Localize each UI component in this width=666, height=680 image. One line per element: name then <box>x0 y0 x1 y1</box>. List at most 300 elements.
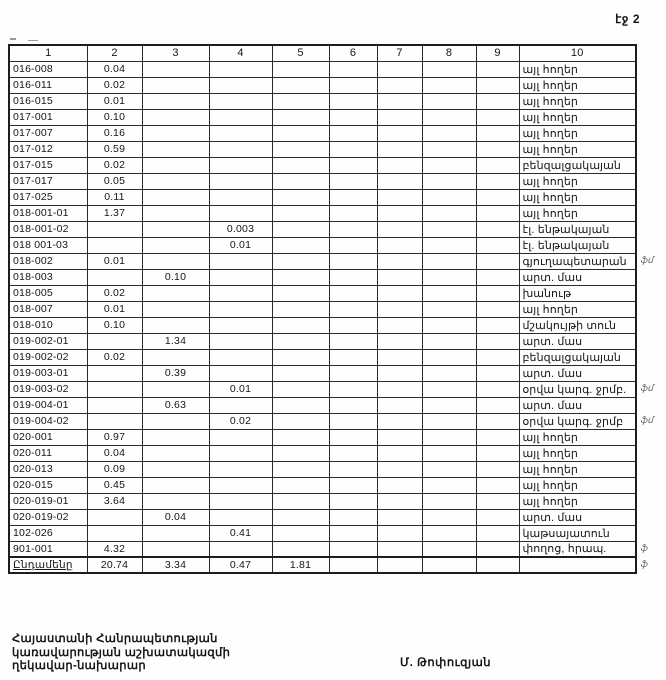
area-cell-col3 <box>142 541 209 557</box>
area-cell-col6 <box>329 365 377 381</box>
column-header: 8 <box>422 45 476 61</box>
area-cell-col7 <box>377 509 422 525</box>
area-cell-col8 <box>422 493 476 509</box>
table-row <box>9 173 636 189</box>
handwritten-margin-mark: ֆմ <box>640 415 653 425</box>
area-cell-col8 <box>422 221 476 237</box>
area-cell-col9 <box>476 61 519 77</box>
area-cell-col7 <box>377 61 422 77</box>
area-cell-col3 <box>142 157 209 173</box>
area-cell-col9 <box>476 397 519 413</box>
area-cell-col7 <box>377 173 422 189</box>
land-use-cell: արտ. մաս <box>519 365 636 381</box>
area-cell-col4 <box>209 317 272 333</box>
area-cell-col8 <box>422 269 476 285</box>
area-cell-col2: 0.02 <box>87 285 142 301</box>
parcel-code-cell: 102-026 <box>9 525 87 541</box>
column-header: 1 <box>9 45 87 61</box>
area-cell-col3 <box>142 253 209 269</box>
column-header: 10 <box>519 45 636 61</box>
area-cell-col5 <box>272 125 329 141</box>
area-cell-col8 <box>422 237 476 253</box>
area-cell-col3 <box>142 301 209 317</box>
area-cell-col6 <box>329 253 377 269</box>
area-cell-col3 <box>142 237 209 253</box>
area-cell-col8 <box>422 253 476 269</box>
area-cell-col2: 1.37 <box>87 205 142 221</box>
area-cell-col8 <box>422 285 476 301</box>
parcel-code-cell: 017-012 <box>9 141 87 157</box>
area-cell-col2: 0.01 <box>87 301 142 317</box>
parcel-code-cell: 018-010 <box>9 317 87 333</box>
parcel-code-cell: 016-008 <box>9 61 87 77</box>
area-cell-col5 <box>272 429 329 445</box>
area-cell-col5 <box>272 317 329 333</box>
land-use-cell: այլ հողեր <box>519 141 636 157</box>
area-cell-col8 <box>422 125 476 141</box>
table-row <box>9 333 636 349</box>
area-cell-col2: 0.16 <box>87 125 142 141</box>
area-cell-col4 <box>209 429 272 445</box>
parcel-code-cell: 016-011 <box>9 77 87 93</box>
area-cell-col9 <box>476 301 519 317</box>
area-cell-col8 <box>422 109 476 125</box>
area-cell-col6 <box>329 493 377 509</box>
area-cell-col5 <box>272 509 329 525</box>
table-row <box>9 493 636 509</box>
table-row <box>9 125 636 141</box>
area-cell-col5 <box>272 333 329 349</box>
area-cell-col9 <box>476 285 519 301</box>
area-cell-col6 <box>329 317 377 333</box>
area-cell-col4: 0.01 <box>209 381 272 397</box>
parcel-code-cell: 017-007 <box>9 125 87 141</box>
area-cell-col4 <box>209 93 272 109</box>
area-cell-col2 <box>87 525 142 541</box>
area-cell-col8 <box>422 301 476 317</box>
area-cell-col6 <box>329 125 377 141</box>
area-cell-col4 <box>209 541 272 557</box>
parcel-code-cell: 020-019-01 <box>9 493 87 509</box>
table-row <box>9 381 636 397</box>
area-cell-col7 <box>377 237 422 253</box>
area-cell-col7 <box>377 445 422 461</box>
area-cell-col5 <box>272 205 329 221</box>
area-cell-col3 <box>142 413 209 429</box>
area-cell-col7 <box>377 397 422 413</box>
table-row <box>9 445 636 461</box>
area-cell-col3: 0.04 <box>142 509 209 525</box>
handwritten-margin-mark: ֆմ <box>640 255 653 265</box>
area-cell-col9 <box>476 365 519 381</box>
area-cell-col5 <box>272 157 329 173</box>
area-cell-col2 <box>87 381 142 397</box>
table-row <box>9 237 636 253</box>
table-row <box>9 509 636 525</box>
area-cell-col6 <box>329 237 377 253</box>
area-cell-col8 <box>422 525 476 541</box>
area-cell-col4 <box>209 493 272 509</box>
table-row <box>9 157 636 173</box>
area-cell-col8 <box>422 205 476 221</box>
area-cell-col4: 0.47 <box>209 557 272 573</box>
table-body <box>9 61 636 573</box>
area-cell-col4 <box>209 205 272 221</box>
area-cell-col7 <box>377 157 422 173</box>
area-cell-col9 <box>476 477 519 493</box>
area-cell-col3 <box>142 93 209 109</box>
area-cell-col3 <box>142 125 209 141</box>
area-cell-col2: 4.32 <box>87 541 142 557</box>
area-cell-col9 <box>476 157 519 173</box>
land-use-cell: գյուղապետարան <box>519 253 636 269</box>
area-cell-col7 <box>377 189 422 205</box>
area-cell-col9 <box>476 493 519 509</box>
area-cell-col3 <box>142 221 209 237</box>
area-cell-col8 <box>422 445 476 461</box>
land-use-cell: էլ. ենթակայան <box>519 221 636 237</box>
table-row <box>9 285 636 301</box>
area-cell-col5 <box>272 301 329 317</box>
land-use-cell: փողոց, հրապ. <box>519 541 636 557</box>
area-cell-col4 <box>209 253 272 269</box>
parcel-code-cell: 018-001-02 <box>9 221 87 237</box>
parcel-code-cell: 016-015 <box>9 93 87 109</box>
scan-noise <box>10 38 16 40</box>
area-cell-col5 <box>272 445 329 461</box>
area-cell-col8 <box>422 173 476 189</box>
area-cell-col3 <box>142 285 209 301</box>
area-cell-col3: 0.39 <box>142 365 209 381</box>
parcel-code-cell: 020-011 <box>9 445 87 461</box>
area-cell-col8 <box>422 93 476 109</box>
area-cell-col4 <box>209 365 272 381</box>
area-cell-col8 <box>422 461 476 477</box>
land-use-cell: մշակույթի տուն <box>519 317 636 333</box>
area-cell-col4 <box>209 141 272 157</box>
land-use-cell: արտ. մաս <box>519 397 636 413</box>
area-cell-col2: 0.59 <box>87 141 142 157</box>
area-cell-col5 <box>272 397 329 413</box>
area-cell-col2: 0.02 <box>87 77 142 93</box>
area-cell-col3: 3.34 <box>142 557 209 573</box>
land-use-cell: բենզալցակայան <box>519 157 636 173</box>
parcel-code-cell: 019-003-02 <box>9 381 87 397</box>
land-use-cell: այլ հողեր <box>519 189 636 205</box>
area-cell-col6 <box>329 333 377 349</box>
area-cell-col9 <box>476 381 519 397</box>
table-row <box>9 93 636 109</box>
area-cell-col9 <box>476 509 519 525</box>
area-cell-col2: 0.11 <box>87 189 142 205</box>
land-use-cell: արտ. մաս <box>519 269 636 285</box>
land-use-cell: այլ հողեր <box>519 461 636 477</box>
area-cell-col6 <box>329 93 377 109</box>
area-cell-col7 <box>377 221 422 237</box>
column-header: 4 <box>209 45 272 61</box>
area-cell-col7 <box>377 541 422 557</box>
area-cell-col5 <box>272 221 329 237</box>
area-cell-col6 <box>329 189 377 205</box>
land-use-cell: արտ. մաս <box>519 509 636 525</box>
area-cell-col5: 1.81 <box>272 557 329 573</box>
area-cell-col6 <box>329 221 377 237</box>
area-cell-col7 <box>377 333 422 349</box>
column-header: 9 <box>476 45 519 61</box>
area-cell-col7 <box>377 77 422 93</box>
area-cell-col9 <box>476 445 519 461</box>
table-row <box>9 109 636 125</box>
area-cell-col5 <box>272 349 329 365</box>
land-use-cell: արտ. մաս <box>519 333 636 349</box>
area-cell-col9 <box>476 141 519 157</box>
area-cell-col3 <box>142 205 209 221</box>
parcel-code-cell: 019-002-01 <box>9 333 87 349</box>
land-use-cell: էլ. ենթակայան <box>519 237 636 253</box>
land-use-cell: օրվա կարգ. ջրմբ <box>519 413 636 429</box>
area-cell-col4 <box>209 61 272 77</box>
page-number-label: էջ 2 <box>615 12 640 26</box>
area-cell-col9 <box>476 237 519 253</box>
area-cell-col7 <box>377 477 422 493</box>
parcel-code-cell: 019-004-01 <box>9 397 87 413</box>
land-use-cell: այլ հողեր <box>519 301 636 317</box>
area-cell-col7 <box>377 365 422 381</box>
area-cell-col4 <box>209 269 272 285</box>
table-row <box>9 269 636 285</box>
area-cell-col2: 0.10 <box>87 109 142 125</box>
parcel-code-cell: 019-002-02 <box>9 349 87 365</box>
area-cell-col6 <box>329 173 377 189</box>
area-cell-col3 <box>142 461 209 477</box>
area-cell-col2: 0.02 <box>87 157 142 173</box>
parcel-code-cell: 020-019-02 <box>9 509 87 525</box>
area-cell-col5 <box>272 237 329 253</box>
area-cell-col5 <box>272 285 329 301</box>
column-header: 5 <box>272 45 329 61</box>
area-cell-col6 <box>329 461 377 477</box>
area-cell-col9 <box>476 205 519 221</box>
area-cell-col7 <box>377 461 422 477</box>
area-cell-col8 <box>422 381 476 397</box>
area-cell-col3: 0.10 <box>142 269 209 285</box>
area-cell-col4 <box>209 125 272 141</box>
area-cell-col3 <box>142 525 209 541</box>
area-cell-col2 <box>87 413 142 429</box>
area-cell-col4: 0.003 <box>209 221 272 237</box>
area-cell-col6 <box>329 285 377 301</box>
area-cell-col4: 0.02 <box>209 413 272 429</box>
area-cell-col2: 0.45 <box>87 477 142 493</box>
area-cell-col4 <box>209 157 272 173</box>
land-use-cell: խանութ <box>519 285 636 301</box>
area-cell-col7 <box>377 93 422 109</box>
area-cell-col8 <box>422 365 476 381</box>
area-cell-col6 <box>329 109 377 125</box>
area-cell-col9 <box>476 557 519 573</box>
area-cell-col5 <box>272 269 329 285</box>
handwritten-margin-mark: ֆմ <box>640 383 653 393</box>
area-cell-col7 <box>377 141 422 157</box>
table-row <box>9 413 636 429</box>
area-cell-col6 <box>329 445 377 461</box>
area-cell-col7 <box>377 381 422 397</box>
area-cell-col9 <box>476 93 519 109</box>
area-cell-col4 <box>209 461 272 477</box>
area-cell-col3 <box>142 429 209 445</box>
area-cell-col4 <box>209 109 272 125</box>
area-cell-col8 <box>422 397 476 413</box>
parcel-code-cell: 018-001-01 <box>9 205 87 221</box>
area-cell-col6 <box>329 477 377 493</box>
area-cell-col5 <box>272 253 329 269</box>
area-cell-col7 <box>377 269 422 285</box>
area-cell-col2: 20.74 <box>87 557 142 573</box>
table-row <box>9 253 636 269</box>
area-cell-col2: 3.64 <box>87 493 142 509</box>
area-cell-col8 <box>422 61 476 77</box>
area-cell-col3 <box>142 61 209 77</box>
area-cell-col6 <box>329 509 377 525</box>
area-cell-col5 <box>272 109 329 125</box>
area-cell-col8 <box>422 349 476 365</box>
area-cell-col6 <box>329 141 377 157</box>
area-cell-col5 <box>272 381 329 397</box>
area-cell-col7 <box>377 349 422 365</box>
area-cell-col8 <box>422 509 476 525</box>
area-cell-col2: 0.01 <box>87 253 142 269</box>
column-header: 2 <box>87 45 142 61</box>
area-cell-col3: 0.63 <box>142 397 209 413</box>
land-use-cell: այլ հողեր <box>519 61 636 77</box>
area-cell-col2 <box>87 269 142 285</box>
area-cell-col3 <box>142 445 209 461</box>
area-cell-col4 <box>209 477 272 493</box>
area-cell-col9 <box>476 525 519 541</box>
table-row <box>9 397 636 413</box>
table-row <box>9 557 636 573</box>
area-cell-col5 <box>272 365 329 381</box>
table-row <box>9 205 636 221</box>
table-row <box>9 461 636 477</box>
area-cell-col5 <box>272 461 329 477</box>
column-header: 3 <box>142 45 209 61</box>
area-cell-col9 <box>476 189 519 205</box>
area-cell-col3 <box>142 77 209 93</box>
table-row <box>9 365 636 381</box>
column-header: 7 <box>377 45 422 61</box>
area-cell-col9 <box>476 109 519 125</box>
area-cell-col8 <box>422 429 476 445</box>
parcel-code-cell: 020-001 <box>9 429 87 445</box>
table-row <box>9 301 636 317</box>
area-cell-col7 <box>377 253 422 269</box>
area-cell-col7 <box>377 557 422 573</box>
area-cell-col6 <box>329 381 377 397</box>
area-cell-col8 <box>422 157 476 173</box>
area-cell-col6 <box>329 157 377 173</box>
area-cell-col2: 0.04 <box>87 61 142 77</box>
land-use-cell <box>519 557 636 573</box>
table-row <box>9 525 636 541</box>
table-row <box>9 61 636 77</box>
area-cell-col5 <box>272 477 329 493</box>
parcel-code-cell: Ընդամենը <box>9 557 87 573</box>
area-cell-col8 <box>422 189 476 205</box>
area-cell-col6 <box>329 61 377 77</box>
land-use-cell: օրվա կարգ. ջրմբ. <box>519 381 636 397</box>
area-cell-col9 <box>476 253 519 269</box>
area-cell-col4 <box>209 173 272 189</box>
area-cell-col5 <box>272 93 329 109</box>
signature-name: Մ. Թոփուզյան <box>400 657 492 669</box>
area-cell-col7 <box>377 125 422 141</box>
area-cell-col7 <box>377 493 422 509</box>
area-cell-col2: 0.02 <box>87 349 142 365</box>
area-cell-col5 <box>272 189 329 205</box>
table-row <box>9 189 636 205</box>
area-cell-col3 <box>142 317 209 333</box>
area-cell-col8 <box>422 333 476 349</box>
area-cell-col8 <box>422 141 476 157</box>
land-use-cell: այլ հողեր <box>519 477 636 493</box>
area-cell-col3 <box>142 141 209 157</box>
area-cell-col4: 0.01 <box>209 237 272 253</box>
area-cell-col7 <box>377 205 422 221</box>
area-cell-col6 <box>329 77 377 93</box>
table-row <box>9 477 636 493</box>
land-use-cell: այլ հողեր <box>519 493 636 509</box>
land-use-cell: այլ հողեր <box>519 445 636 461</box>
land-use-cell: այլ հողեր <box>519 109 636 125</box>
parcel-code-cell: 901-001 <box>9 541 87 557</box>
area-cell-col9 <box>476 429 519 445</box>
area-cell-col2 <box>87 397 142 413</box>
area-cell-col2 <box>87 509 142 525</box>
area-cell-col9 <box>476 77 519 93</box>
table-row <box>9 541 636 557</box>
area-cell-col3: 1.34 <box>142 333 209 349</box>
area-cell-col7 <box>377 317 422 333</box>
footer-official-title <box>12 633 230 674</box>
area-cell-col3 <box>142 173 209 189</box>
area-cell-col8 <box>422 541 476 557</box>
area-cell-col6 <box>329 413 377 429</box>
area-cell-col4 <box>209 189 272 205</box>
column-header: 6 <box>329 45 377 61</box>
footer-line: կառավարության աշխատակազմի <box>12 646 231 659</box>
area-cell-col8 <box>422 413 476 429</box>
area-cell-col7 <box>377 525 422 541</box>
area-cell-col5 <box>272 413 329 429</box>
area-cell-col4 <box>209 77 272 93</box>
parcel-code-cell: 018-002 <box>9 253 87 269</box>
area-cell-col6 <box>329 349 377 365</box>
table-row <box>9 317 636 333</box>
parcel-code-cell: 017-001 <box>9 109 87 125</box>
area-cell-col2: 0.01 <box>87 93 142 109</box>
area-cell-col4 <box>209 333 272 349</box>
area-cell-col2: 0.09 <box>87 461 142 477</box>
parcel-code-cell: 019-004-02 <box>9 413 87 429</box>
table-row <box>9 429 636 445</box>
area-cell-col2 <box>87 237 142 253</box>
area-cell-col2 <box>87 333 142 349</box>
area-cell-col9 <box>476 333 519 349</box>
area-cell-col2: 0.04 <box>87 445 142 461</box>
land-parcel-table <box>8 44 637 574</box>
area-cell-col7 <box>377 285 422 301</box>
